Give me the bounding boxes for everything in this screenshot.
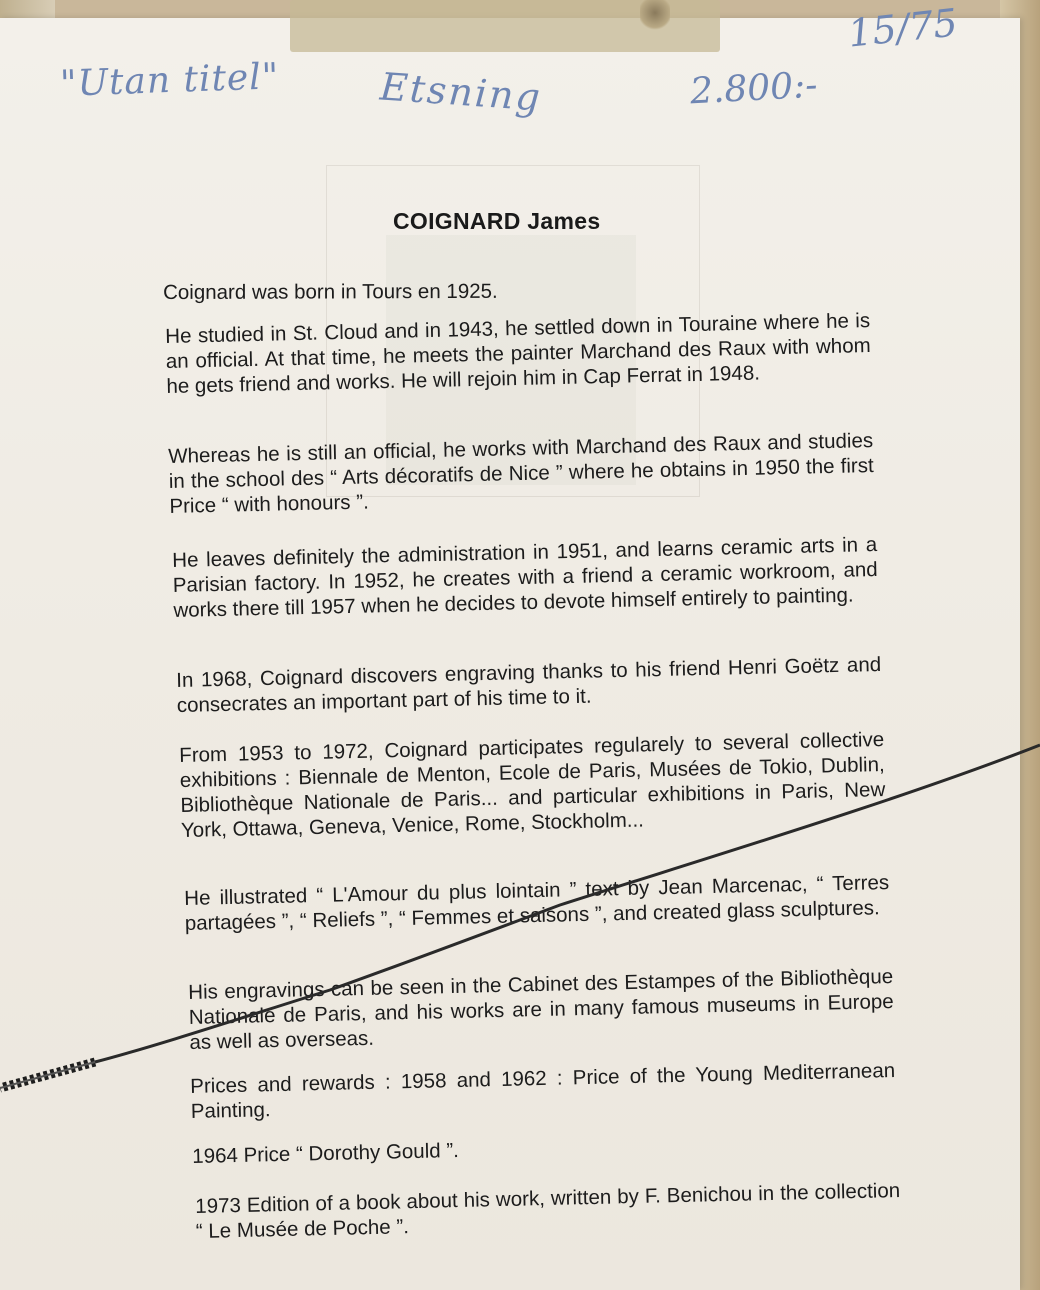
paragraph-studies: He studied in St. Cloud and in 1943, he settled down in Touraine where he is an official. At that time, he meets the painter Marchand des Raux with whom he gets friend and works. He will rejoin him in Cap Ferrat in 1948. [165,309,871,398]
tape-knot [640,0,670,32]
paragraph-collections: His engravings can be seen in the Cabinet des Estampes of the Bibliothèque Nationale de Paris, and his works are in many famous museums in Europe as well as overseas. [188,965,894,1054]
paragraph-school: Whereas he is still an official, he works with Marchand des Raux and studies in the school des “ Arts décoratifs de Nice ” where he obtains in 1950 the first Price “ with honours ”. [168,429,874,518]
paragraph-ceramics: He leaves definitely the administration in 1951, and learns ceramic arts in a Parisian factory. In 1952, he creates with a friend a ceramic workroom, and works there till 1957 when he decides to devote himself entirely to painting. [172,533,878,622]
paragraph-illustrations: He illustrated “ L'Amour du plus lointain ” text by Jean Marcenac, “ Terres partagées ”, “ Reliefs ”, “ Femmes et saisons ”, and created glass sculptures. [184,871,890,935]
handwritten-price: 2.800:- [689,64,819,113]
paragraph-1964-price: 1964 Price “ Dorothy Gould ”. [192,1138,460,1168]
handwritten-title: "Utan titel" [59,56,280,105]
paragraph-exhibitions: From 1953 to 1972, Coignard participates regularely to several collective exhibitions : Biennale de Menton, Ecole de Paris, Musées de Tokio, Dublin, Bibliothèque Nationale de Paris... and particular exhibitions in Paris, New York, Ottawa, Geneva, Venice, Rome, Stockholm... [179,728,886,842]
paragraph-birth: Coignard was born in Tours en 1925. [163,279,498,304]
document-title: COIGNARD James [393,208,601,234]
paragraph-prices: Prices and rewards : 1958 and 1962 : Price of the Young Mediterranean Painting. [190,1059,896,1123]
paragraph-1973-edition: 1973 Edition of a book about his work, written by F. Benichou in the collection “ Le Musée de Poche ”. [195,1179,901,1243]
paragraph-engraving: In 1968, Coignard discovers engraving thanks to his friend Henri Goëtz and consecrates an important part of his time to it. [176,653,882,717]
handwritten-medium: Etsning [378,64,544,120]
handwritten-edition-number: 15/75 [846,0,960,56]
